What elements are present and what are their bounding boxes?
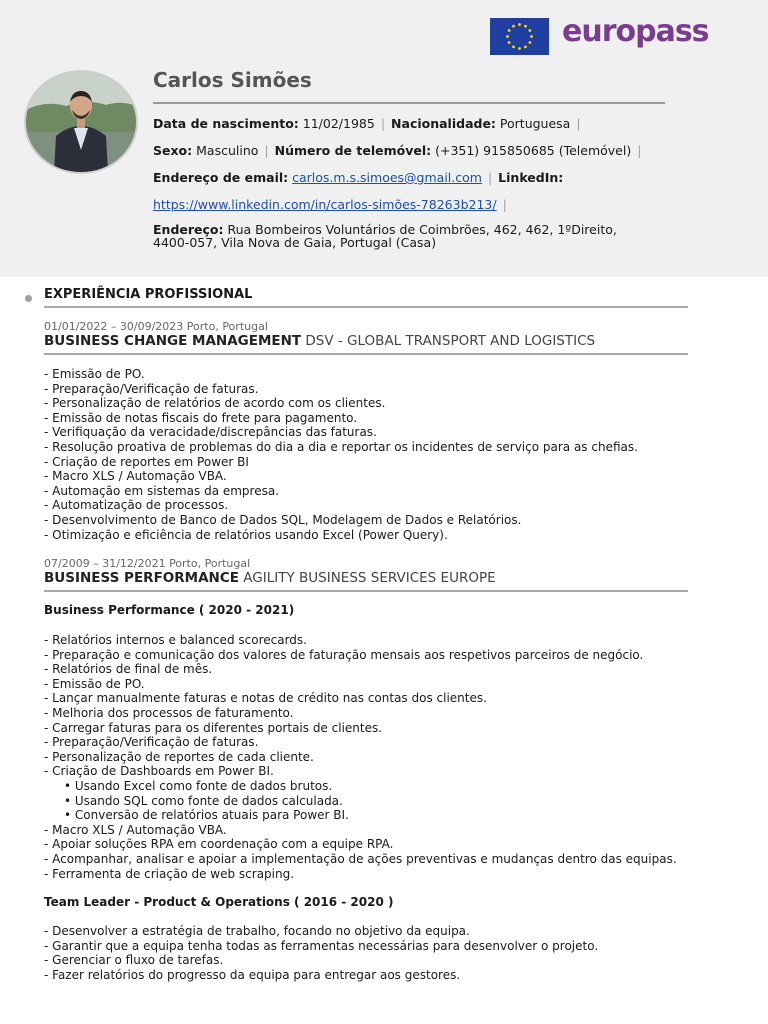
duty-item: - Desenvolver a estratégia de trabalho, focando no objetivo da equipa.	[44, 924, 470, 938]
duty-item: - Personalização de relatórios de acordo com os clientes.	[44, 396, 386, 411]
duty-item: - Apoiar soluções RPA em coordenação com a equipe RPA.	[44, 837, 394, 852]
flag-star-icon	[518, 47, 521, 50]
flag-star-icon	[528, 29, 531, 32]
info-row-sex-phone	[153, 143, 647, 158]
address-value: Rua Bombeiros Voluntários de Coimbrões, 462, 462, 1ºDireito, 4400-057, Vila Nova de Gaia, Portugal (Casa)	[153, 222, 617, 250]
job-role: BUSINESS CHANGE MANAGEMENT	[44, 333, 302, 349]
sub-bullet-item: • Conversão de relatórios atuais para Power BI.	[64, 808, 349, 823]
duty-item: - Desenvolvimento de Banco de Dados SQL, Modelagem de Dados e Relatórios.	[44, 512, 522, 527]
flag-star-icon	[524, 25, 527, 28]
flag-star-icon	[528, 41, 531, 44]
duty-item: - Otimização e eficiência de relatórios usando Excel (Power Query).	[44, 527, 448, 542]
duty-item: - Relatórios internos e balanced scorecards.	[44, 633, 307, 647]
job-divider	[44, 590, 688, 592]
info-row-birth	[153, 116, 587, 131]
profile-name: Carlos Simões	[153, 68, 312, 92]
job-meta: 01/01/2022 – 30/09/2023 Porto, Portugal	[44, 320, 268, 333]
duties-group	[44, 823, 677, 881]
flag-star-icon	[530, 35, 533, 38]
subsection-duties-list	[44, 924, 598, 982]
info-row-email	[153, 170, 563, 185]
email-label: Endereço de email:	[153, 170, 289, 185]
sex-value: Masculino	[196, 143, 259, 158]
duty-item: - Emissão de notas fiscais do frete para pagamento.	[44, 410, 358, 425]
duty-item: - Preparação/Verificação de faturas.	[44, 735, 259, 750]
subsection-duties-list	[44, 633, 677, 881]
duty-item: - Personalização de reportes de cada cliente.	[44, 749, 314, 764]
address-block	[153, 223, 623, 249]
flag-star-icon	[508, 29, 511, 32]
subsection-title: Business Performance ( 2020 - 2021)	[44, 603, 295, 617]
duty-item: - Lançar manualmente faturas e notas de crédito nas contas dos clientes.	[44, 691, 487, 706]
address-label: Endereço:	[153, 222, 224, 237]
duty-item: - Automatização de processos.	[44, 498, 229, 513]
eu-flag-icon	[490, 18, 549, 55]
separator: |	[637, 143, 642, 158]
dob-label: Data de nascimento:	[153, 116, 299, 131]
section-divider	[44, 306, 688, 308]
info-row-linkedin	[153, 197, 513, 212]
job-company: AGILITY BUSINESS SERVICES EUROPE	[243, 570, 496, 586]
linkedin-link[interactable]: https://www.linkedin.com/in/carlos-simões-78263b213/	[153, 197, 497, 212]
duty-item: - Automação em sistemas da empresa.	[44, 483, 280, 498]
duty-item: - Relatórios de final de mês.	[44, 662, 213, 677]
duties-group	[44, 633, 677, 779]
email-link[interactable]: carlos.m.s.simoes@gmail.com	[292, 170, 482, 185]
phone-label: Número de telemóvel:	[274, 143, 432, 158]
duty-item: - Fazer relatórios do progresso da equipa para entregar aos gestores.	[44, 967, 461, 982]
duty-item: - Preparação e comunicação dos valores de faturação mensais aos respetivos parceiros de negócio.	[44, 647, 644, 662]
duty-item: - Ferramenta de criação de web scraping.	[44, 866, 295, 881]
duty-item: - Criação de reportes em Power BI	[44, 454, 249, 469]
nationality-label: Nacionalidade:	[391, 116, 496, 131]
job-duties-list	[44, 367, 638, 542]
duty-item: - Emissão de PO.	[44, 676, 145, 691]
linkedin-label: LinkedIn:	[498, 170, 564, 185]
job-meta: 07/2009 – 31/12/2021 Porto, Portugal	[44, 557, 251, 570]
duty-item: - Emissão de PO.	[44, 367, 145, 381]
duty-item: - Carregar faturas para os diferentes portais de clientes.	[44, 720, 383, 735]
section-bullet	[25, 295, 32, 302]
flag-star-icon	[512, 25, 515, 28]
sub-bullet-item: • Usando Excel como fonte de dados brutos.	[64, 778, 333, 793]
europass-wordmark: europass	[562, 14, 709, 49]
nationality-value: Portuguesa	[499, 116, 571, 131]
job-title	[44, 333, 595, 349]
duty-item: - Preparação/Verificação de faturas.	[44, 381, 259, 396]
duty-item: - Garantir que a equipa tenha todas as ferramentas necessárias para desenvolver o projeto.	[44, 938, 599, 953]
sub-bullet-item: • Usando SQL como fonte de dados calculada.	[64, 793, 343, 808]
separator: |	[264, 143, 269, 158]
separator: |	[576, 116, 581, 131]
profile-photo	[24, 70, 138, 174]
flag-star-icon	[508, 41, 511, 44]
duty-item: - Resolução proativa de problemas do dia a dia e reportar os incidentes de serviço para as chefias.	[44, 439, 638, 454]
sub-bullets-group	[44, 779, 677, 823]
separator: |	[502, 197, 507, 212]
subsection-title: Team Leader - Product & Operations ( 2016 - 2020 )	[44, 895, 394, 909]
flag-star-icon	[524, 45, 527, 48]
separator: |	[380, 116, 386, 131]
job-title	[44, 570, 496, 586]
flag-star-icon	[512, 45, 515, 48]
separator: |	[487, 170, 493, 185]
duty-item: - Melhoria dos processos de faturamento.	[44, 705, 294, 720]
dob-value: 11/02/1985	[302, 116, 375, 131]
job-role: BUSINESS PERFORMANCE	[44, 570, 239, 586]
job-divider	[44, 353, 688, 355]
duty-item: - Gerenciar o fluxo de tarefas.	[44, 953, 224, 968]
sex-label: Sexo:	[153, 143, 193, 158]
duty-item: - Criação de Dashboards em Power BI.	[44, 764, 274, 779]
job-company: DSV - GLOBAL TRANSPORT AND LOGISTICS	[305, 333, 596, 349]
duty-item: - Macro XLS / Automação VBA.	[44, 469, 227, 484]
duty-item: - Acompanhar, analisar e apoiar a implementação de ações preventivas e mudanças dentro das equipas.	[44, 851, 677, 866]
flag-star-icon	[506, 35, 509, 38]
phone-value: (+351) 915850685 (Telemóvel)	[435, 143, 632, 158]
section-title-experience: EXPERIÊNCIA PROFISSIONAL	[44, 287, 253, 302]
name-divider	[153, 102, 665, 104]
flag-star-icon	[518, 23, 521, 26]
duty-item: - Macro XLS / Automação VBA.	[44, 822, 227, 837]
duty-item: - Verifiquação da veracidade/discrepâncias das faturas.	[44, 425, 377, 440]
